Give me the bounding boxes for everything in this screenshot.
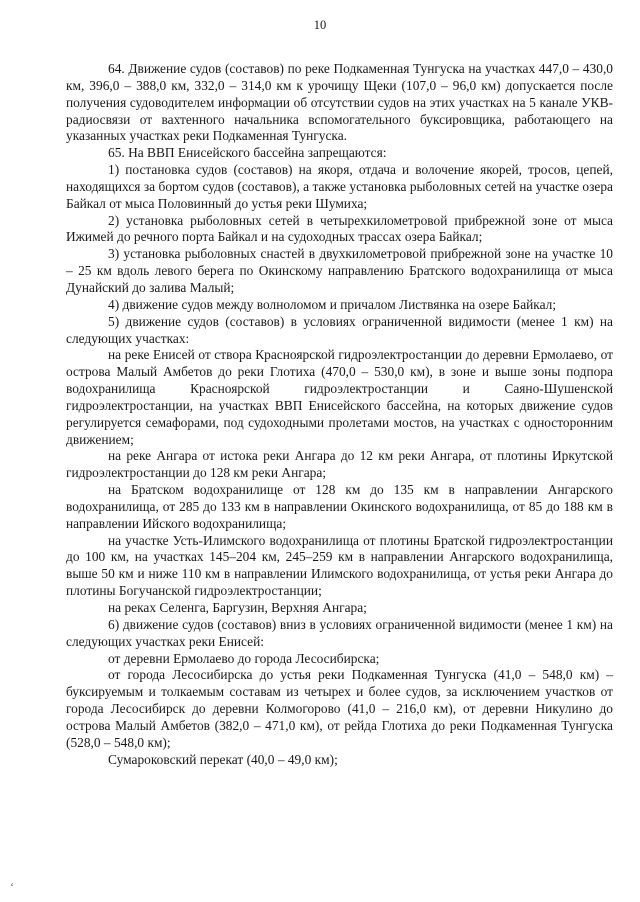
item-5-rivers: на реках Селенга, Баргузин, Верхняя Ангара; — [108, 600, 367, 615]
item-6-lesosibirsk: от города Лесосибирска до устья реки Подкаменная Тунгуска (41,0 – 548,0 км) – буксируемым и толкаемым составам из четырех и более судов, за исключением участков от города Лесосибирск до деревни Колмогорово (41,0 – 216,0 км), от деревни Никулино до острова Малый Амбетов (382,0 – 471,0 км), от рейда Глотиха до реки Подкаменная Тунгуска (528,0 – 548,0 км); — [66, 667, 613, 750]
page-number: 10 — [313, 18, 327, 32]
item-6-yermolaevo: от деревни Ермолаево до города Лесосибирска; — [108, 650, 380, 666]
item-1: 1) постановка судов (составов) на якоря, отдача и волочение якорей, тросов, цепей, находящихся за бортом судов (составов), а также установка рыболовных сетей на участке озера Байкал от мыса Половинный до устья реки Шумиха; — [66, 162, 613, 211]
document-body — [66, 61, 613, 768]
item-5-ust-ilimsk: на участке Усть-Илимского водохранилища от плотины Братской гидроэлектростанции до 100 км, на участках 145–204 км, 245–259 км в направлении Ангарского водохранилища, выше 50 км и ниже 110 км в направлении Илимского водохранилища, от устья реки Ангара до плотины Богучанской гидроэлектростанции; — [66, 532, 613, 599]
item-5: 5) движение судов (составов) в условиях ограниченной видимости (менее 1 км) на следующих участках: — [66, 313, 613, 346]
item-4: 4) движение судов между волноломом и причалом Листвянка на озере Байкал; — [108, 296, 557, 312]
item-2: 2) установка рыболовных сетей в четырехкилометровой прибрежной зоне от мыса Ижимей до речного порта Байкал и на судоходных трассах озера Байкал; — [66, 212, 613, 245]
item-3: 3) установка рыболовных снастей в двухкилометровой прибрежной зоне на участке 10 – 25 км вдоль левого берега по Окинскому направлению Братского водохранилища от мыса Дунайский до залива Малый; — [66, 246, 613, 295]
item-5-yenisei: на реке Енисей от створа Красноярской гидроэлектростанции до деревни Ермолаево, от острова Малый Амбетов до реки Глотиха (470,0 – 530,0 км), в зоне и выше зоны подпора водохранилища Красноярской гидроэлектростанции и Саяно-Шушенской гидроэлектростанции, на участках ВВП Енисейского бассейна, на которых движение судов регулируется семафорами, под судоходными пролетами мостов, на участках с односторонним движением; — [66, 347, 613, 447]
item-6: 6) движение судов (составов) вниз в условиях ограниченной видимости (менее 1 км) на следующих участках реки Енисей: — [66, 616, 613, 649]
item-6-sumarokovsky: Сумароковский перекат (40,0 – 49,0 км); — [108, 751, 338, 767]
item-5-bratsk: на Братском водохранилище от 128 км до 135 км в направлении Ангарского водохранилища, от 285 до 133 км в направлении Окинского водохранилища, от 85 до 188 км в направлении Ийского водохранилища; — [66, 482, 613, 531]
margin-mark: ‘ — [10, 880, 14, 894]
paragraph-64: 64. Движение судов (составов) по реке Подкаменная Тунгуска на участках 447,0 – 430,0 км, 396,0 – 388,0 км, 332,0 – 314,0 км к урочищу Щеки (107,0 – 96,0 км) допускается после получения судоводителем информации об отсутствии судов на этих участках на 5 канале УКВ-радиосвязи от вахтенного начальника вспомогательного буксировщика, работающего на указанных участках реки Подкаменная Тунгуска. — [66, 61, 613, 144]
item-5-angara: на реке Ангара от истока реки Ангара до 12 км реки Ангара, от плотины Иркутской гидроэлектростанции до 128 км реки Ангара; — [66, 448, 613, 481]
paragraph-65: 65. На ВВП Енисейского бассейна запрещаются: — [108, 145, 387, 161]
